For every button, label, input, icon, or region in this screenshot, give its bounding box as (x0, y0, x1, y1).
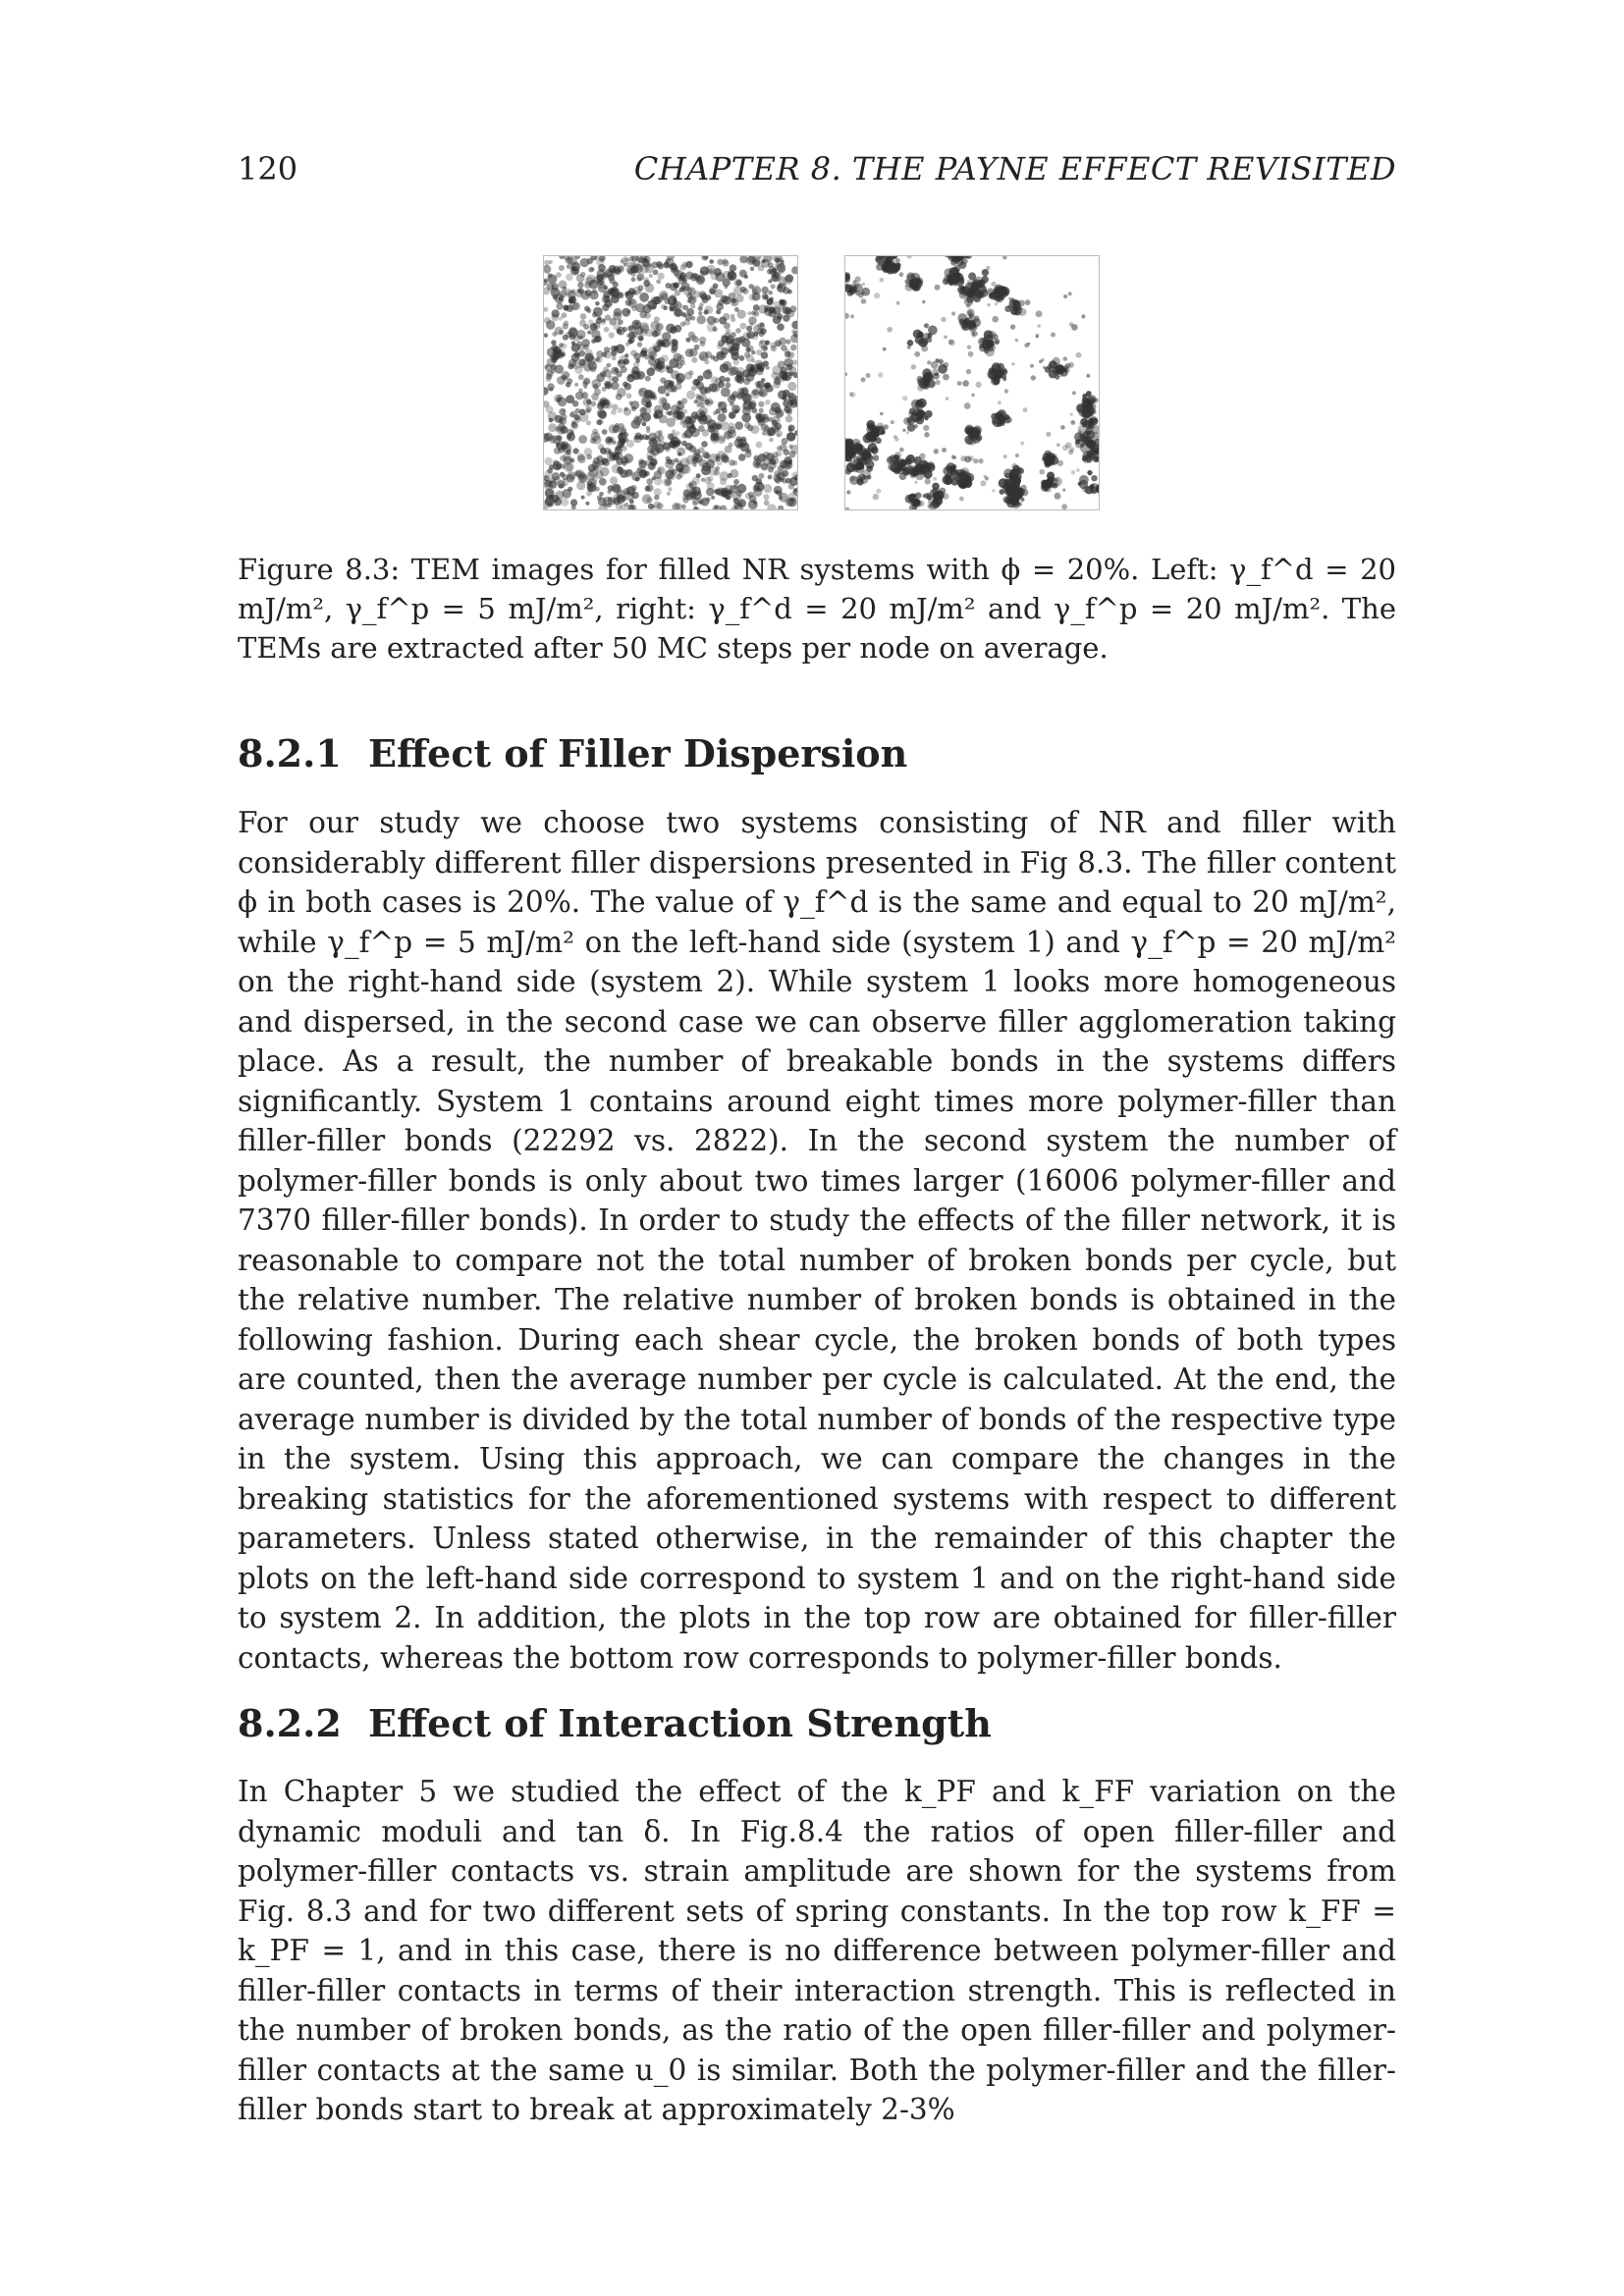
section-heading-8-2-1 (238, 731, 1396, 776)
running-header (238, 149, 1396, 188)
section-heading-8-2-2 (238, 1701, 1396, 1746)
section-title: Effect of Interaction Strength (368, 1701, 992, 1745)
tem-image-left-graphic (544, 256, 797, 509)
tem-image-left (543, 255, 798, 510)
tem-image-right-graphic (845, 256, 1099, 509)
chapter-title: CHAPTER 8. THE PAYNE EFFECT REVISITED (633, 150, 1396, 187)
section-number: 8.2.1 (238, 731, 342, 775)
section-title: Effect of Filler Dispersion (368, 731, 908, 775)
page-number: 120 (238, 150, 298, 187)
section-body-8-2-2 (238, 1772, 1396, 2130)
section-body-8-2-1 (238, 803, 1396, 1678)
tem-image-right (844, 255, 1100, 510)
paragraph: In Chapter 5 we studied the effect of the k_PF and k_FF variation on the dynamic moduli and tan δ. In Fig.8.4 the ratios of open filler-filler and polymer-filler contacts vs. strain amplitude are shown for the systems from Fig. 8.3 and for two different sets of spring constants. In the top row k_FF = k_PF = 1, and in this case, there is no difference between polymer-filler and filler-filler contacts in terms of their interaction strength. This is reflected in the number of broken bonds, as the ratio of the open filler-filler and polymer-filler contacts at the same u_0 is similar. Both the polymer-filler and the filler-filler bonds start to break at approximately 2-3% (238, 1775, 1396, 2126)
figure-caption: Figure 8.3: TEM images for filled NR systems with ϕ = 20%. Left: γ_f^d = 20 mJ/m², γ_f^p = 5 mJ/m², right: γ_f^d = 20 mJ/m² and γ_f^p = 20 mJ/m². The TEMs are extracted after 50 MC steps per node on average. (238, 553, 1396, 665)
paragraph: For our study we choose two systems consisting of NR and filler with considerably different filler dispersions presented in Fig 8.3. The filler content ϕ in both cases is 20%. The value of γ_f^d is the same and equal to 20 mJ/m², while γ_f^p = 5 mJ/m² on the left-hand side (system 1) and γ_f^p = 20 mJ/m² on the right-hand side (system 2). While system 1 looks more homogeneous and dispersed, in the second case we can observe filler agglomeration taking place. As a result, the number of breakable bonds in the systems differs significantly. System 1 contains around eight times more polymer-filler than filler-filler bonds (22292 vs. 2822). In the second system the number of polymer-filler bonds is only about two times larger (16006 polymer-filler and 7370 filler-filler bonds). In order to study the effects of the filler network, it is reasonable to compare not the total number of broken bonds per cycle, but the relative number. The relative number of broken bonds is obtained in the following fashion. During each shear cycle, the broken bonds of both types are counted, then the average number per cycle is calculated. At the end, the average number is divided by the total number of bonds of the respective type in the system. Using this approach, we can compare the changes in the breaking statistics for the aforementioned systems with respect to different parameters. Unless stated otherwise, in the remainder of this chapter the plots on the left-hand side correspond to system 1 and on the right-hand side to system 2. In addition, the plots in the top row are obtained for filler-filler contacts, whereas the bottom row corresponds to polymer-filler bonds. (238, 806, 1396, 1675)
section-number: 8.2.2 (238, 1701, 342, 1745)
